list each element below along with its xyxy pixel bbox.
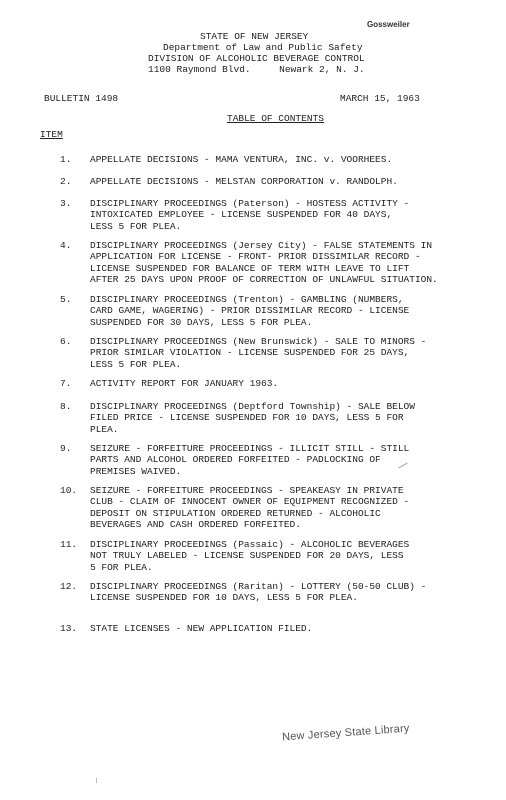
item-text: DISCIPLINARY PROCEEDINGS (Paterson) - HOSTESS ACTIVITY - INTOXICATED EMPLOYEE - LICENSE SUSPENDED FOR 40 DAYS, LESS 5 FOR PLEA. [90,198,410,232]
bulletin-date: MARCH 15, 1963 [340,93,420,104]
item-column-header: ITEM [40,129,63,140]
item-number: 1. [60,154,72,165]
header-division: DIVISION OF ALCOHOLIC BEVERAGE CONTROL [148,53,365,64]
item-text: DISCIPLINARY PROCEEDINGS (Raritan) - LOTTERY (50-50 CLUB) - LICENSE SUSPENDED FOR 10 DAYS, LESS 5 FOR PLEA. [90,581,427,604]
item-text: APPELLATE DECISIONS - MELSTAN CORPORATION v. RANDOLPH. [90,176,398,187]
item-text: DISCIPLINARY PROCEEDINGS (Passaic) - ALCOHOLIC BEVERAGES NOT TRULY LABELED - LICENSE SUSPENDED FOR 20 DAYS, LESS 5 FOR PLEA. [90,539,410,573]
item-number: 6. [60,336,72,347]
item-number: 5. [60,294,72,305]
bulletin-number: BULLETIN 1498 [44,93,119,104]
item-number: 3. [60,198,72,209]
item-number: 7. [60,378,72,389]
item-number: 2. [60,176,72,187]
scan-speck [96,778,97,783]
item-number: 4. [60,240,72,251]
item-text: ACTIVITY REPORT FOR JANUARY 1963. [90,378,279,389]
archive-stamp: Gossweiler [367,20,410,29]
item-number: 13. [60,623,78,634]
item-number: 12. [60,581,78,592]
item-number: 9. [60,443,72,454]
header-department: Department of Law and Public Safety [163,42,363,53]
item-number: 11. [60,539,78,550]
header-state: STATE OF NEW JERSEY [200,31,309,42]
item-text: DISCIPLINARY PROCEEDINGS (New Brunswick) - SALE TO MINORS - PRIOR SIMILAR VIOLATION - LICENSE SUSPENDED FOR 25 DAYS, LESS 5 FOR PLEA. [90,336,427,370]
item-text: SEIZURE - FORFEITURE PROCEEDINGS - ILLICIT STILL - STILL PARTS AND ALCOHOL ORDERED FORFEITED - PADLOCKING OF PREMISES WAIVED. [90,443,410,477]
toc-title: TABLE OF CONTENTS [227,113,324,124]
item-number: 10. [60,485,78,496]
item-text: DISCIPLINARY PROCEEDINGS (Jersey City) - FALSE STATEMENTS IN APPLICATION FOR LICENSE - FRONT- PRIOR DISSIMILAR RECORD - LICENSE SUSPENDED FOR BALANCE OF TERM WITH LEAVE TO LIFT AFTER 25 DAYS UPON PROOF OF CORRECTION OF UNLAWFUL SITUATION. [90,240,438,285]
header-address: 1100 Raymond Blvd. Newark 2, N. J. [148,64,365,75]
item-number: 8. [60,401,72,412]
item-text: DISCIPLINARY PROCEEDINGS (Deptford Township) - SALE BELOW FILED PRICE - LICENSE SUSPENDED FOR 10 DAYS, LESS 5 FOR PLEA. [90,401,415,435]
library-watermark: New Jersey State Library [281,722,410,744]
item-text: STATE LICENSES - NEW APPLICATION FILED. [90,623,313,634]
item-text: SEIZURE - FORFEITURE PROCEEDINGS - SPEAKEASY IN PRIVATE CLUB - CLAIM OF INNOCENT OWNER OF EQUIPMENT RECOGNIZED - DEPOSIT ON STIPULATION ORDERED RETURNED - ALCOHOLIC BEVERAGES AND CASH ORDERED FORFEITED. [90,485,410,530]
item-text: DISCIPLINARY PROCEEDINGS (Trenton) - GAMBLING (NUMBERS, CARD GAME, WAGERING) - PRIOR DISSIMILAR RECORD - LICENSE SUSPENDED FOR 30 DAYS, LESS 5 FOR PLEA. [90,294,410,328]
item-text: APPELLATE DECISIONS - MAMA VENTURA, INC. v. VOORHEES. [90,154,393,165]
